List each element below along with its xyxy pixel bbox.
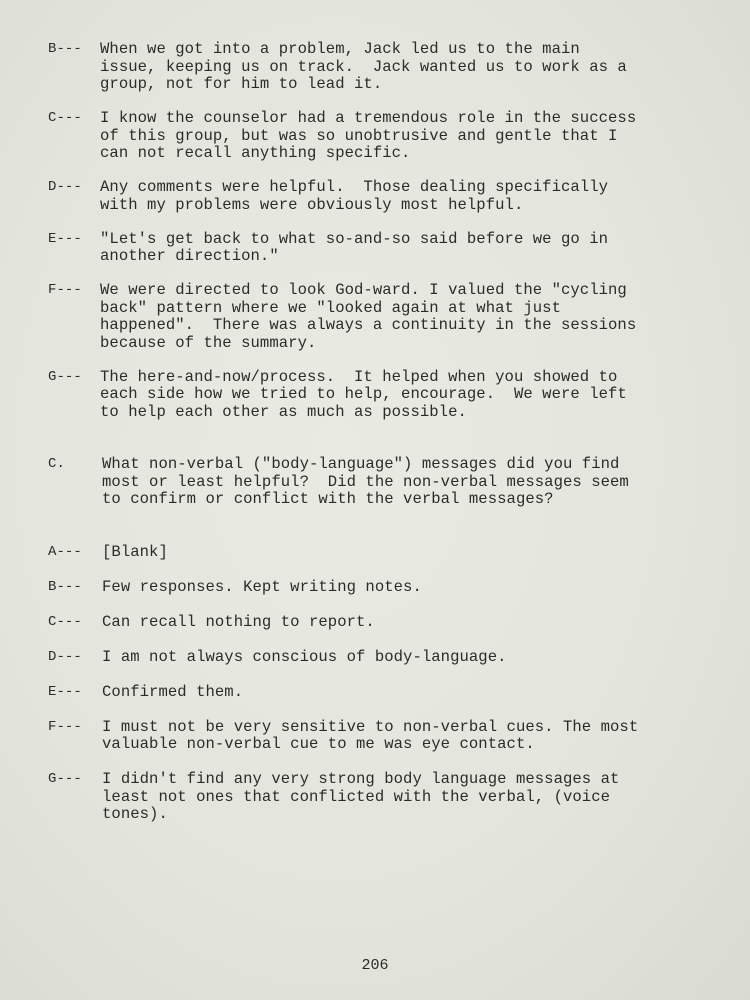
text-line: The here-and-now/process. It helped when you showed to [100, 367, 618, 386]
response-e [48, 231, 708, 266]
respondent-tag: B--- [48, 578, 82, 595]
text-line: most or least helpful? Did the non-verbal messages seem [102, 472, 629, 491]
text-line: least not ones that conflicted with the verbal, (voice [102, 787, 611, 806]
respondent-tag: A--- [48, 543, 82, 560]
response-text [102, 579, 708, 597]
text-line: When we got into a problem, Jack led us to the main [100, 40, 580, 58]
text-line: Confirmed them. [102, 682, 244, 701]
text-line: I didn't find any very strong body language messages at [102, 770, 620, 788]
response-text [100, 110, 708, 163]
response-c [48, 110, 708, 163]
respondent-tag: C--- [48, 613, 82, 630]
response-text [100, 369, 708, 422]
question-number: C. [48, 456, 65, 472]
text-line: back" pattern where we "looked again at what just [100, 298, 561, 317]
respondent-tag: F--- [48, 718, 82, 735]
text-line: What non-verbal ("body-language") messages did you find [102, 455, 620, 473]
text-line: with my problems were obviously most helpful. [100, 195, 524, 214]
respondent-tag: E--- [48, 683, 82, 700]
text-line: group, not for him to lead it. [100, 75, 383, 93]
text-line: to help each other as much as possible. [100, 402, 467, 421]
respondent-tag: D--- [48, 648, 82, 665]
respondent-tag: E--- [48, 230, 82, 247]
text-line: I am not always conscious of body-language. [102, 647, 507, 666]
text-line: Can recall nothing to report. [102, 612, 375, 631]
response-g [48, 369, 708, 422]
text-line: each side how we tried to help, encourage. We were left [100, 385, 627, 403]
response-text [100, 282, 708, 352]
text-line: We were directed to look God-ward. I valued the "cycling [100, 281, 627, 299]
text-line: tones). [102, 805, 168, 823]
response-d [48, 179, 708, 214]
respondent-tag: F--- [48, 282, 82, 298]
text-line: to confirm or conflict with the verbal messages? [102, 490, 554, 508]
response-text [100, 231, 708, 266]
text-line: valuable non-verbal cue to me was eye contact. [102, 735, 535, 753]
page-number: 206 [361, 957, 389, 974]
text-line: can not recall anything specific. [100, 144, 411, 162]
answer-a [48, 544, 708, 562]
respondent-tag: C--- [48, 110, 82, 126]
response-text [100, 41, 708, 94]
page-content [48, 41, 708, 824]
question-c [48, 456, 708, 509]
response-f [48, 282, 708, 352]
answer-d [48, 649, 708, 667]
text-line: Any comments were helpful. Those dealing specifically [100, 178, 609, 196]
respondent-tag: D--- [48, 179, 82, 195]
text-line: [Blank] [102, 542, 168, 561]
response-text [102, 771, 708, 824]
text-line: I know the counselor had a tremendous role in the success [100, 109, 637, 127]
answer-c [48, 614, 708, 632]
text-line: "Let's get back to what so-and-so said before we go in [100, 229, 609, 248]
respondent-tag: G--- [48, 368, 82, 385]
respondent-tag: B--- [48, 41, 82, 57]
answer-f [48, 719, 708, 754]
response-text [102, 649, 708, 667]
text-line: I must not be very sensitive to non-verbal cues. The most [102, 717, 639, 736]
answer-b [48, 579, 708, 597]
response-text [102, 719, 708, 754]
respondent-tag: G--- [48, 771, 82, 787]
answer-e [48, 684, 708, 702]
response-text [102, 544, 708, 562]
text-line: Few responses. Kept writing notes. [102, 577, 422, 596]
question-text [102, 456, 708, 509]
response-b [48, 41, 708, 94]
text-line: happened". There was always a continuity in the sessions [100, 316, 637, 334]
text-line: of this group, but was so unobtrusive and gentle that I [100, 126, 618, 145]
response-text [102, 614, 708, 632]
answer-g [48, 771, 708, 824]
text-line: because of the summary. [100, 333, 317, 352]
response-text [100, 179, 708, 214]
response-text [102, 684, 708, 702]
text-line: issue, keeping us on track. Jack wanted us to work as a [100, 57, 627, 76]
text-line: another direction." [100, 247, 279, 265]
